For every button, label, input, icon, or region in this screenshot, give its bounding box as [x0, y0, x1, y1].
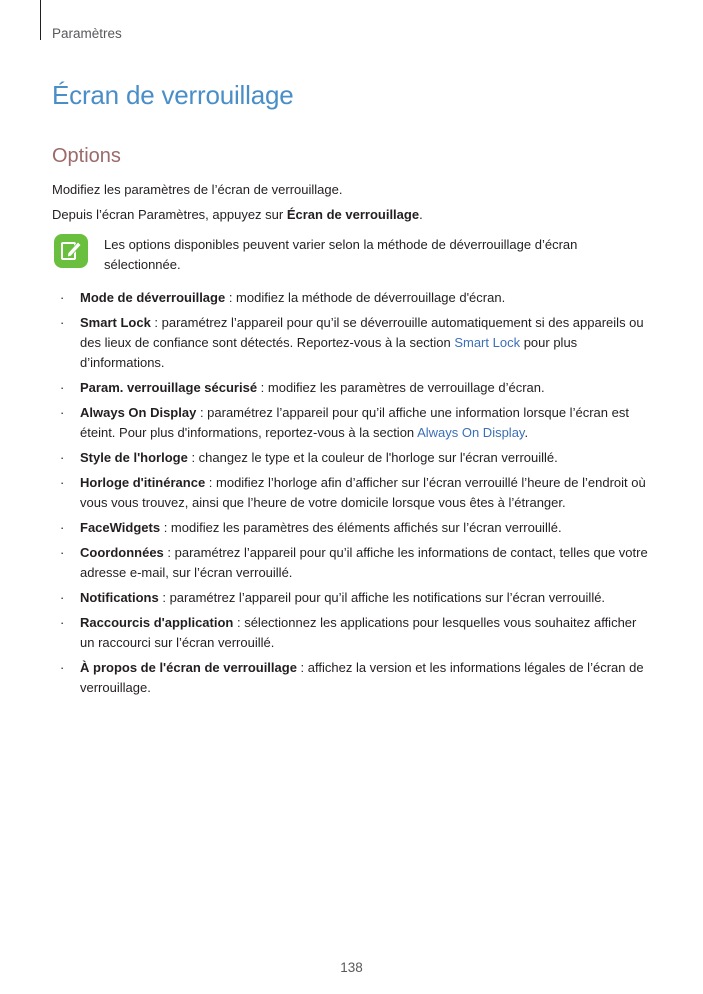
- intro-line-2-bold: Écran de verrouillage: [286, 207, 420, 222]
- list-item-desc: : sélectionnez les applications pour lesquelles vous souhaitez afficher un raccourci sur l’écran verrouillé.: [80, 615, 637, 650]
- list-item-desc: : paramétrez l’appareil pour qu’il affiche les notifications sur l’écran verrouillé.: [158, 590, 606, 605]
- list-item-term: Mode de déverrouillage: [80, 290, 226, 305]
- list-item-term: Horloge d'itinérance: [80, 475, 206, 490]
- intro-line-2: [52, 206, 652, 224]
- bullet-dot: ·: [60, 290, 65, 305]
- list-item-desc-tail: .: [524, 425, 529, 440]
- bullet-dot: ·: [60, 590, 65, 605]
- bullet-dot: ·: [60, 615, 65, 630]
- list-item-term: Always On Display: [80, 405, 197, 420]
- intro-line-2-suffix: .: [419, 207, 423, 222]
- list-item-desc-tail: pour plus d’informations.: [80, 335, 578, 370]
- list-item-desc: : modifiez les paramètres des éléments affichés sur l’écran verrouillé.: [160, 520, 562, 535]
- list-item-term: Raccourcis d'application: [80, 615, 234, 630]
- list-item-desc: : modifiez l’horloge afin d’afficher sur l’écran verrouillé l’heure de l’endroit où vous vous trouvez, ainsi que l’heure de votre domicile lorsque vous êtes à l’étranger.: [80, 475, 646, 510]
- bullet-dot: ·: [60, 660, 65, 675]
- list-item-term: Style de l'horloge: [80, 450, 188, 465]
- list-item-term: Smart Lock: [80, 315, 151, 330]
- list-item: [60, 613, 650, 653]
- list-item-term: FaceWidgets: [80, 520, 161, 535]
- list-item: [60, 658, 650, 698]
- list-item-desc: : modifiez la méthode de déverrouillage d'écran.: [225, 290, 506, 305]
- list-item: [60, 473, 650, 513]
- list-item: [60, 403, 650, 443]
- section-link[interactable]: Smart Lock: [454, 335, 521, 350]
- header-section: Paramètres: [52, 26, 122, 41]
- list-item-desc: : modifiez les paramètres de verrouillage d’écran.: [257, 380, 545, 395]
- bullet-dot: ·: [60, 315, 65, 330]
- note-pen-icon: [54, 234, 88, 268]
- note-text: Les options disponibles peuvent varier selon la méthode de déverrouillage d’écran sélectionnée.: [104, 237, 578, 272]
- bullet-dot: ·: [60, 380, 65, 395]
- page-title: Écran de verrouillage: [52, 80, 294, 110]
- list-item: [60, 448, 650, 468]
- list-item-desc: : paramétrez l’appareil pour qu’il affiche une information lorsque l’écran est éteint. Pour plus d'informations, reportez-vous à la section: [80, 405, 629, 440]
- bullet-dot: ·: [60, 475, 65, 490]
- bullet-dot: ·: [60, 450, 65, 465]
- list-item: [60, 378, 650, 398]
- intro: [52, 181, 652, 231]
- intro-line-1: Modifiez les paramètres de l’écran de verrouillage.: [52, 182, 343, 197]
- page-number: 138: [340, 960, 363, 975]
- list-item-desc: : changez le type et la couleur de l'horloge sur l'écran verrouillé.: [187, 450, 558, 465]
- list-item-desc: : paramétrez l’appareil pour qu’il affiche les informations de contact, telles que votre adresse e-mail, sur l’écran verrouillé.: [80, 545, 648, 580]
- list-item: [60, 288, 650, 308]
- list-item: [60, 588, 650, 608]
- section-heading-options: Options: [52, 145, 121, 167]
- list-item-term: À propos de l'écran de verrouillage: [80, 660, 297, 675]
- intro-line-2-text: Depuis l’écran Paramètres, appuyez sur: [52, 207, 287, 222]
- header-rule: [40, 0, 41, 40]
- list-item: [60, 313, 650, 373]
- bullet-dot: ·: [60, 520, 65, 535]
- list-item-term: Notifications: [80, 590, 159, 605]
- list-item-desc: : affichez la version et les informations légales de l’écran de verrouillage.: [80, 660, 644, 695]
- bullet-dot: ·: [60, 405, 65, 420]
- bullet-dot: ·: [60, 545, 65, 560]
- list-item-term: Param. verrouillage sécurisé: [80, 380, 258, 395]
- list-item-term: Coordonnées: [80, 545, 164, 560]
- list-item-desc: : paramétrez l’appareil pour qu’il se déverrouille automatiquement si des appareils ou des lieux de confiance sont détectés. Reportez-vous à la section: [80, 315, 644, 350]
- section-link[interactable]: Always On Display: [417, 425, 525, 440]
- list-item: [60, 543, 650, 583]
- options-list: [60, 288, 650, 703]
- list-item: [60, 518, 650, 538]
